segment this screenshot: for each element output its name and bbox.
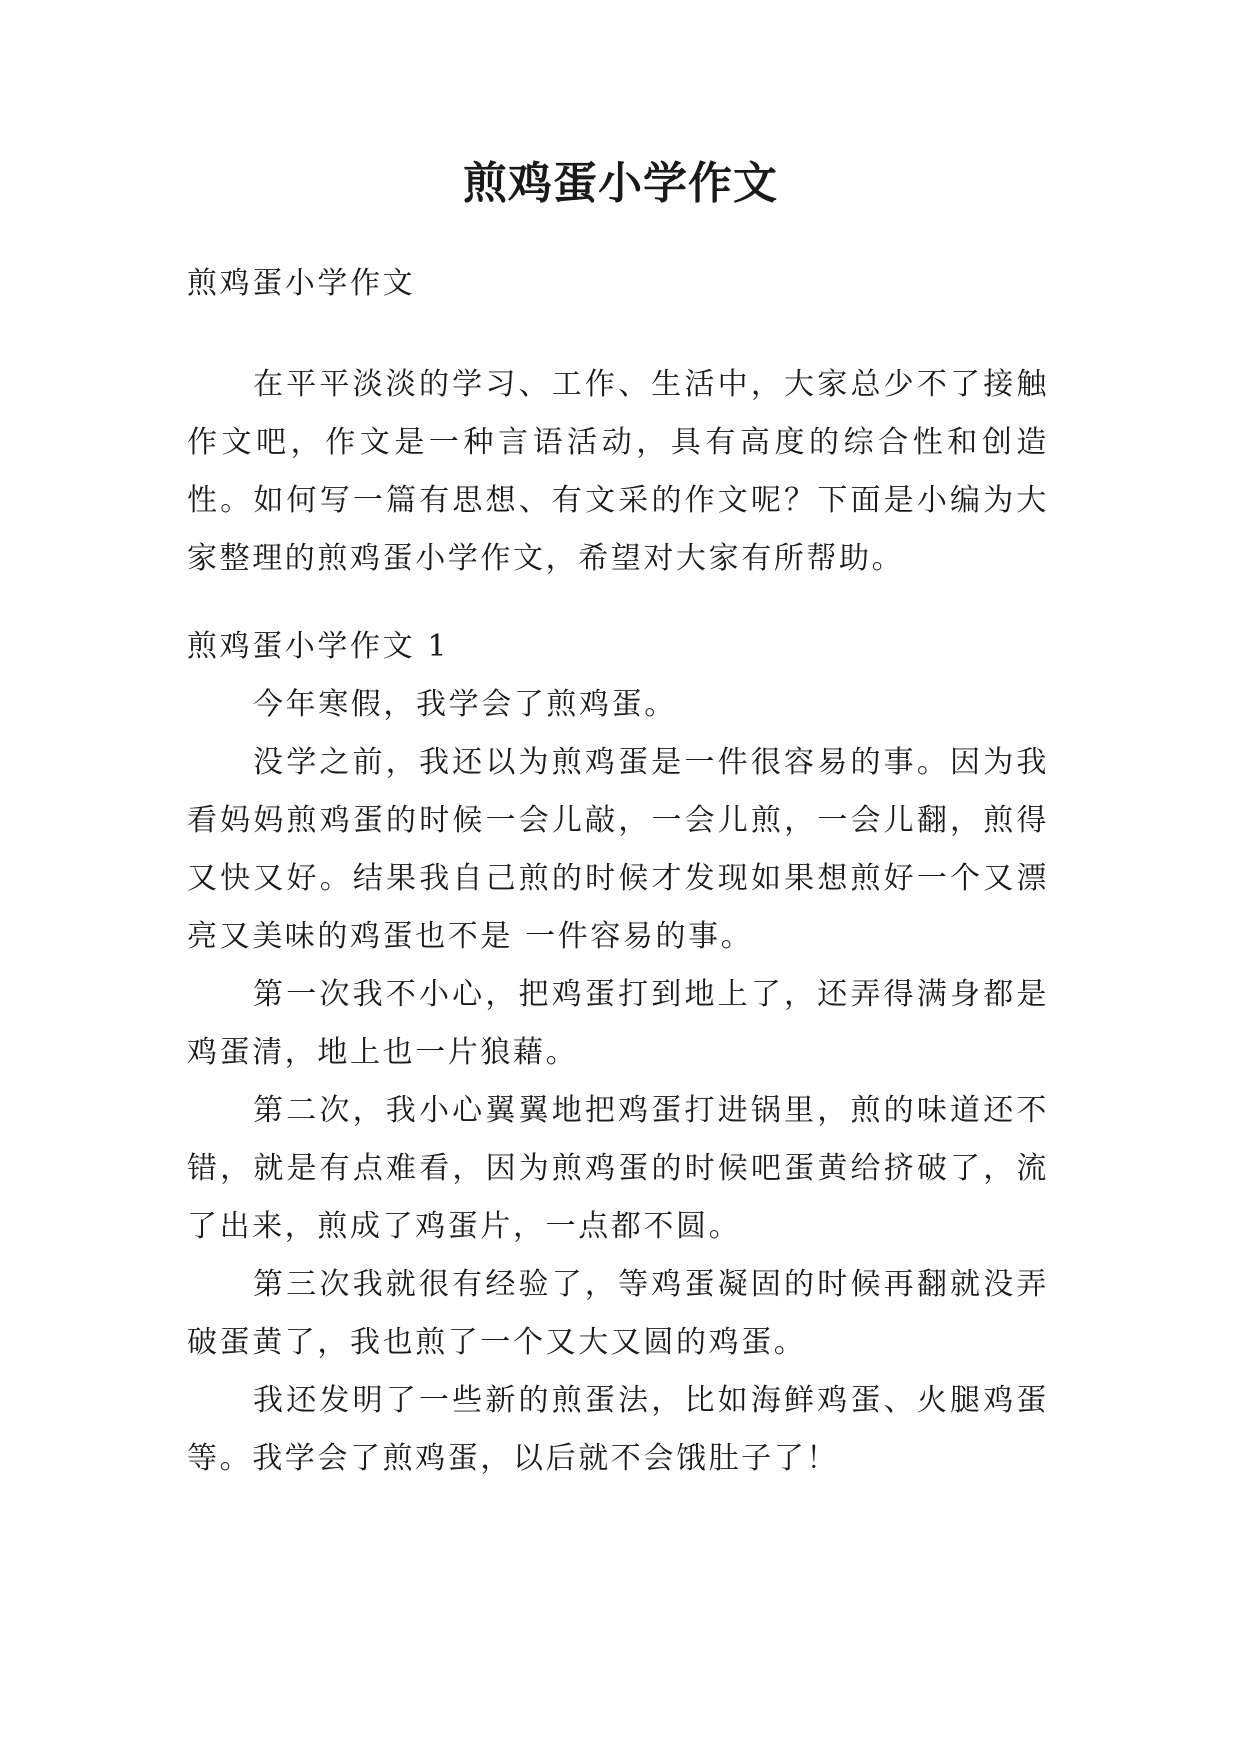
document-title: 煎鸡蛋小学作文 bbox=[463, 158, 778, 209]
body-paragraph: 今年寒假，我学会了煎鸡蛋。 bbox=[253, 687, 677, 722]
document-subtitle: 煎鸡蛋小学作文 bbox=[187, 266, 416, 301]
body-paragraph: 没学之前，我还以为煎鸡蛋是一件很容易的事。因为我看妈妈煎鸡蛋的时候一会儿敲，一会儿煎，一会儿翻，煎得又快又好。结果我自己煎的时候才发现如果想煎好一个又漂亮又美味的鸡蛋也不是 一件容易的事。 bbox=[187, 745, 1049, 954]
body-paragraph: 第三次我就很有经验了，等鸡蛋凝固的时候再翻就没弄破蛋黄了，我也煎了一个又大又圆的鸡蛋。 bbox=[187, 1267, 1049, 1360]
body-paragraph: 我还发明了一些新的煎蛋法，比如海鲜鸡蛋、火腿鸡蛋等。我学会了煎鸡蛋，以后就不会饿肚子了！ bbox=[187, 1383, 1049, 1476]
body-paragraph: 第二次，我小心翼翼地把鸡蛋打进锅里，煎的味道还不错，就是有点难看，因为煎鸡蛋的时候吧蛋黄给挤破了，流了出来，煎成了鸡蛋片，一点都不圆。 bbox=[187, 1093, 1049, 1244]
body-paragraph: 第一次我不小心，把鸡蛋打到地上了，还弄得满身都是鸡蛋清，地上也一片狼藉。 bbox=[187, 977, 1049, 1070]
intro-paragraph: 在平平淡淡的学习、工作、生活中，大家总少不了接触作文吧，作文是一种言语活动，具有高度的综合性和创造性。如何写一篇有思想、有文采的作文呢？下面是小编为大家整理的煎鸡蛋小学作文，希望对大家有所帮助。 bbox=[187, 367, 1049, 576]
section-heading: 煎鸡蛋小学作文 1 bbox=[187, 629, 450, 664]
